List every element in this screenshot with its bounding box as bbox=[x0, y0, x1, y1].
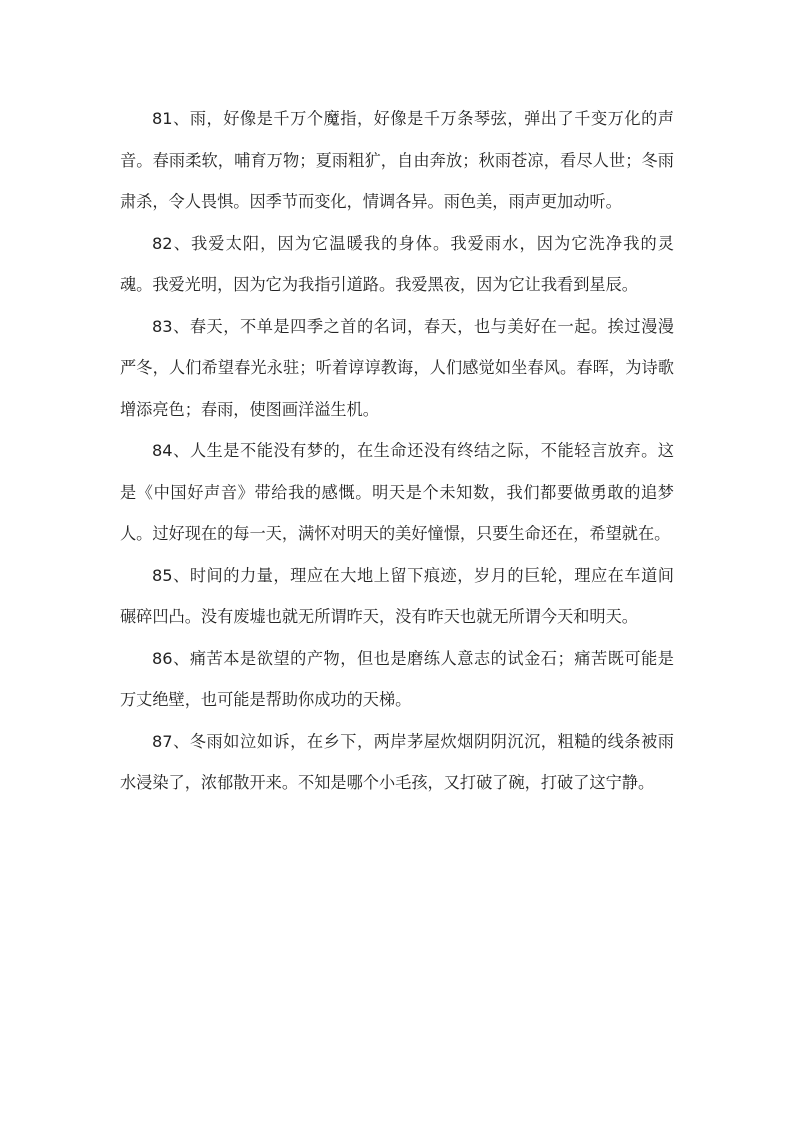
paragraph-82: 82、我爱太阳，因为它温暖我的身体。我爱雨水，因为它洗净我的灵魂。我爱光明，因为它为我指引道路。我爱黑夜，因为它让我看到星辰。 bbox=[120, 233, 674, 294]
paragraph-86: 86、痛苦本是欲望的产物，但也是磨练人意志的试金石；痛苦既可能是万丈绝壁，也可能是帮助你成功的天梯。 bbox=[120, 648, 674, 709]
paragraph-81: 81、雨，好像是千万个魔指，好像是千万条琴弦，弹出了千变万化的声音。春雨柔软，哺育万物；夏雨粗犷，自由奔放；秋雨苍凉，看尽人世；冬雨肃杀，令人畏惧。因季节而变化，情调各异。雨色美，雨声更加动听。 bbox=[120, 109, 674, 211]
paragraph-85: 85、时间的力量，理应在大地上留下痕迹，岁月的巨轮，理应在车道间碾碎凹凸。没有废墟也就无所谓昨天，没有昨天也就无所谓今天和明天。 bbox=[120, 565, 674, 626]
paragraph-84: 84、人生是不能没有梦的，在生命还没有终结之际，不能轻言放弃。这是《中国好声音》带给我的感慨。明天是个未知数，我们都要做勇敢的追梦人。过好现在的每一天，满怀对明天的美好憧憬，只要生命还在，希望就在。 bbox=[120, 441, 674, 543]
document-page bbox=[120, 98, 674, 804]
paragraph-83: 83、春天，不单是四季之首的名词，春天，也与美好在一起。挨过漫漫严冬，人们希望春光永驻；听着谆谆教诲，人们感觉如坐春风。春晖，为诗歌增添亮色；春雨，使图画洋溢生机。 bbox=[120, 316, 674, 419]
paragraph-87: 87、冬雨如泣如诉，在乡下，两岸茅屋炊烟阴阴沉沉，粗糙的线条被雨水浸染了，浓郁散开来。不知是哪个小毛孩，又打破了碗，打破了这宁静。 bbox=[120, 731, 674, 792]
